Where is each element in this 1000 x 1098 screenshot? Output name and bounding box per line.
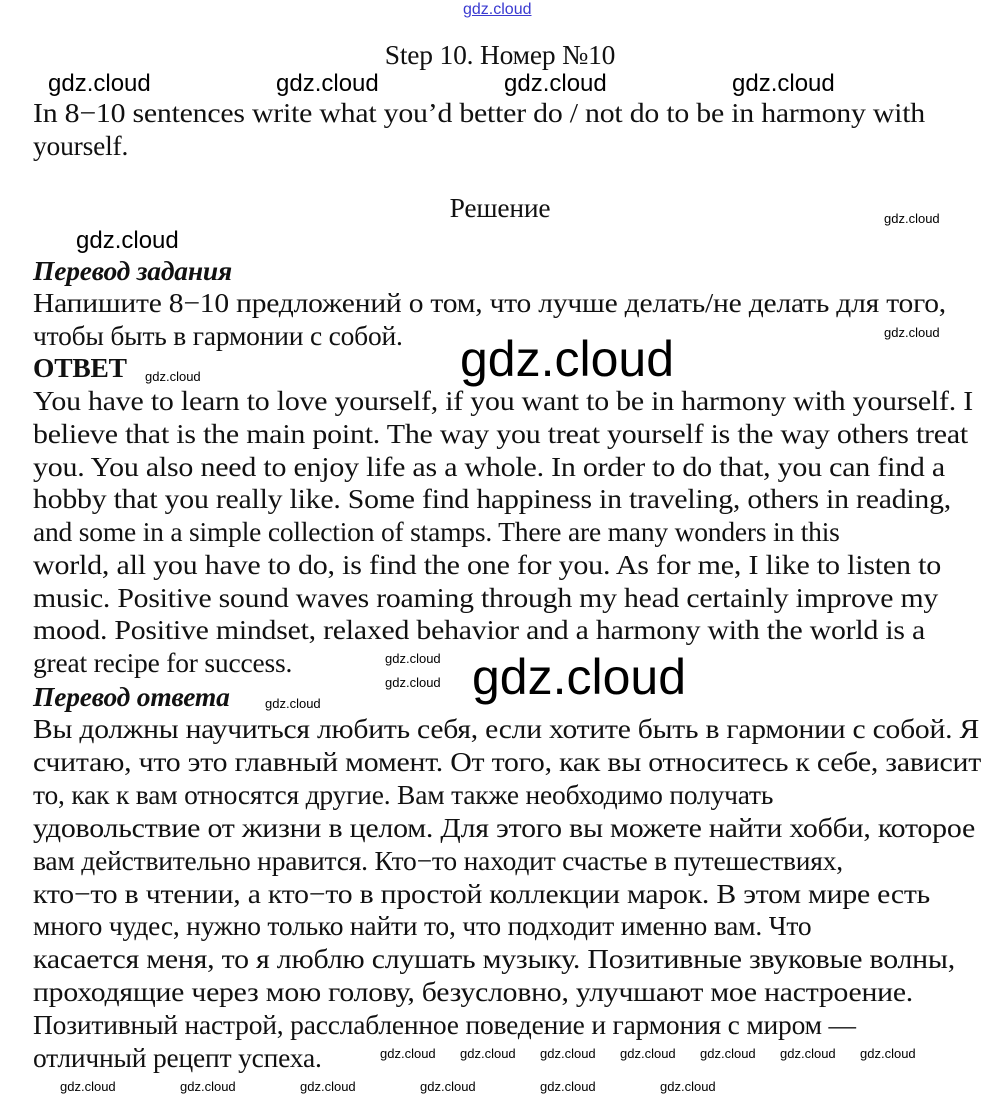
watermark-text: gdz.cloud [732, 70, 835, 97]
watermark-text: gdz.cloud [540, 1046, 596, 1061]
text-line: believe that is the main point. The way you treat yourself is the way others treat [33, 417, 968, 449]
watermark-text: gdz.cloud [145, 369, 201, 384]
text-line: то, как к вам относятся другие. Вам также необходимо получать [33, 778, 774, 810]
text-line: Напишите 8−10 предложений о том, что лучше делать/не делать для того, [33, 287, 946, 318]
text-line: You have to learn to love yourself, if you want to be in harmony with yourself. I [33, 385, 974, 416]
watermark-text: gdz.cloud [60, 1079, 116, 1094]
watermark-text: gdz.cloud [380, 1046, 436, 1061]
text-line: касается меня, то я люблю слушать музыку. Позитивные звуковые волны, [33, 943, 955, 975]
task-translation-heading: Перевод задания [33, 255, 232, 286]
text-line: hobby that you really like. Some find happiness in traveling, others in reading, [33, 483, 951, 515]
watermark-text: gdz.cloud [463, 1, 532, 18]
text-line: вам действительно нравится. Кто−то находит счастье в путешествиях, [33, 844, 843, 876]
watermark-text: gdz.cloud [300, 1079, 356, 1094]
watermark-text: gdz.cloud [884, 211, 940, 226]
text-line: кто−то в чтении, а кто−то в простой коллекции марок. В этом мире есть [33, 877, 930, 909]
text-line: много чудес, нужно только найти то, что подходит именно вам. Что [33, 910, 812, 942]
text-line: Вы должны научиться любить себя, если хотите быть в гармонии с собой. Я [33, 713, 979, 744]
watermark-text: gdz.cloud [385, 675, 441, 690]
watermark-text: gdz.cloud [420, 1079, 476, 1094]
text-line: считаю, что это главный момент. От того, как вы относитесь к себе, зависит [33, 745, 981, 777]
solution-heading: Решение [449, 192, 551, 223]
watermark-text: gdz.cloud [460, 1046, 516, 1061]
watermark-text: gdz.cloud [780, 1046, 836, 1061]
watermark-text: gdz.cloud [884, 325, 940, 340]
answer-translation-heading: Перевод ответа [33, 681, 230, 712]
text-line: world, all you have to do, is find the one for you. As for me, I like to listen to [33, 548, 941, 580]
text-line: чтобы быть в гармонии с собой. [33, 320, 403, 351]
text-line: проходящие через мою голову, безусловно, улучшают мое настроение. [33, 976, 913, 1008]
watermark-text: gdz.cloud [472, 649, 687, 705]
watermark-text: gdz.cloud [265, 696, 321, 711]
watermark-text: gdz.cloud [276, 70, 379, 97]
text-line: yourself. [33, 130, 129, 161]
watermark-text: gdz.cloud [620, 1046, 676, 1061]
watermark-text: gdz.cloud [76, 227, 179, 254]
answer-heading: ОТВЕТ [33, 352, 127, 383]
page-title: Step 10. Номер №10 [384, 39, 616, 70]
text-line: and some in a simple collection of stamps. There are many wonders in this [33, 516, 840, 547]
watermark-text: gdz.cloud [460, 331, 675, 387]
text-line: great recipe for success. [33, 647, 293, 678]
watermark-text: gdz.cloud [385, 651, 441, 666]
text-line: you. You also need to enjoy life as a whole. In order to do that, you can find a [33, 450, 946, 482]
watermark-text: gdz.cloud [700, 1046, 756, 1061]
watermark-text: gdz.cloud [540, 1079, 596, 1094]
text-line: In 8−10 sentences write what you’d better do / not do to be in harmony with [33, 97, 925, 128]
text-line: mood. Positive mindset, relaxed behavior and a harmony with the world is a [33, 614, 925, 646]
watermark-text: gdz.cloud [660, 1079, 716, 1094]
text-line: удовольствие от жизни в целом. Для этого вы можете найти хобби, которое [33, 811, 975, 843]
text-line: Позитивный настрой, расслабленное поведение и гармония с миром — [33, 1009, 856, 1041]
text-line: music. Positive sound waves roaming through my head certainly improve my [33, 581, 938, 613]
watermark-text: gdz.cloud [860, 1046, 916, 1061]
text-line: отличный рецепт успеха. [33, 1042, 322, 1073]
watermark-text: gdz.cloud [504, 70, 607, 97]
watermark-text: gdz.cloud [180, 1079, 236, 1094]
watermark-text: gdz.cloud [48, 70, 151, 97]
